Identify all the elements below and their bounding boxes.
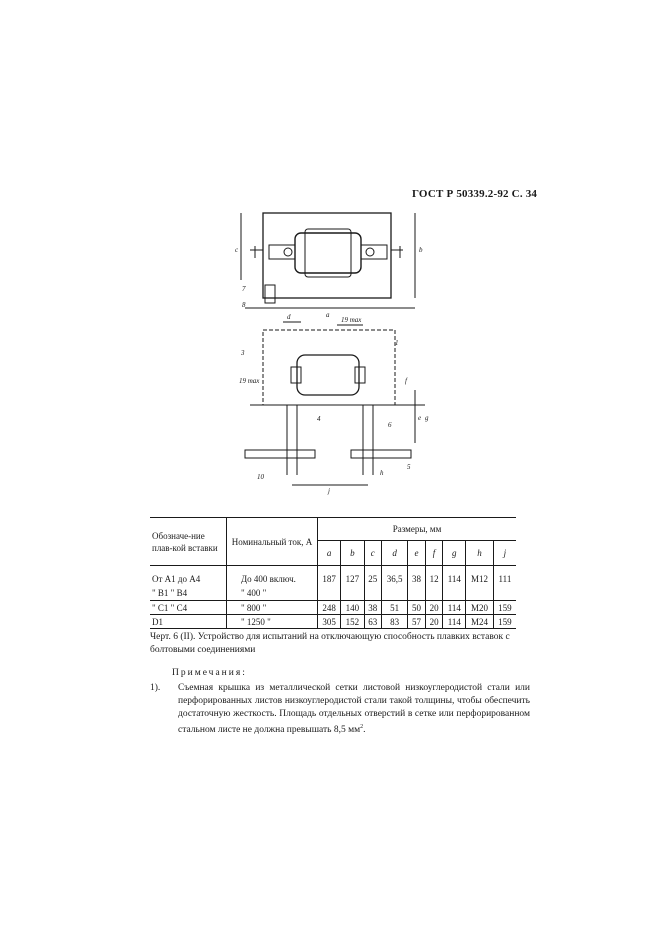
dim-label-top: 19 max (341, 316, 362, 324)
cell: M24 (466, 615, 494, 629)
figure-caption: Черт. 6 (II). Устройство для испытаний на отключающую способность плавких вставок с болтовыми соединениями (150, 632, 510, 655)
cell (318, 586, 341, 601)
cell: 57 (408, 615, 426, 629)
note-number: 1). (150, 683, 161, 693)
col2-header: Номинальный ток, А (227, 518, 318, 566)
cell: 38 (408, 566, 426, 587)
row-current: " 400 " (227, 586, 318, 601)
technical-drawing (225, 205, 440, 505)
dim-label-c: c (235, 246, 239, 254)
cell: 50 (408, 601, 426, 615)
note-item (150, 682, 530, 737)
cell: 140 (341, 601, 364, 615)
dim-label-e: e (418, 414, 422, 422)
dim-col-g: g (443, 541, 466, 566)
dim-col-h: h (466, 541, 494, 566)
row-designation: От A1 до A4 (150, 566, 227, 587)
row-current: До 400 включ. (227, 566, 318, 587)
cell: 159 (498, 616, 512, 627)
callout-8: 8 (242, 301, 246, 309)
dim-label-a: a (326, 311, 330, 319)
dim-label-h: h (380, 469, 384, 477)
dim-label-g: g (425, 414, 429, 422)
notes-section (150, 667, 530, 737)
cell: 111 (498, 574, 512, 584)
note-tail: . (363, 725, 366, 736)
cell: 159 (498, 602, 512, 613)
cell: 20 (425, 615, 443, 629)
cell: 51 (382, 601, 408, 615)
dim-col-e: e (408, 541, 426, 566)
dimensions-table (150, 517, 516, 629)
note-text (178, 682, 530, 737)
cell: 187 (318, 566, 341, 587)
dim-col-f: f (425, 541, 443, 566)
cell: 12 (425, 566, 443, 587)
cell: 25 (364, 566, 382, 587)
fuse-body-side (297, 355, 359, 395)
row-designation: " C1 " C4 (150, 601, 227, 615)
fuse-test-device-drawing (225, 205, 440, 505)
cell: 114 (443, 601, 466, 615)
cell: 20 (425, 601, 443, 615)
cell (364, 586, 382, 601)
dim-col-d: d (382, 541, 408, 566)
dim-label-side: 19 max (239, 377, 260, 385)
cell (408, 586, 426, 601)
busbar-left (245, 450, 315, 458)
note-superscript: 2 (360, 724, 364, 730)
callout-4: 4 (317, 415, 321, 423)
callout-5: 5 (407, 463, 411, 471)
callout-6: 6 (388, 421, 392, 429)
cell: 63 (364, 615, 382, 629)
dim-label-d: d (287, 313, 291, 321)
dim-col-j: j (493, 541, 516, 566)
dim-label-b: b (419, 246, 423, 254)
cell (382, 586, 408, 601)
note-text-body: Съемная крышка из металлической сетки листовой низкоуглеродистой стали или перфорированных листов низкоуглеродистой стали такой толщины, чтобы обеспечить достаточную жесткость. Площадь отдельных отверстий в сетке или перфорированном стальном листе не должна превышать 8,5 мм (178, 683, 530, 736)
cell: 36,5 (382, 566, 408, 587)
page-header: ГОСТ Р 50339.2-92 С. 34 (412, 188, 538, 200)
dim-col-c: c (364, 541, 382, 566)
callout-1: 1 (395, 339, 399, 347)
cell (443, 586, 466, 601)
row-designation: " B1 " B4 (150, 586, 227, 601)
cell (466, 586, 494, 601)
cell (341, 586, 364, 601)
notes-title: Примечания: (172, 668, 247, 678)
cell: M20 (466, 601, 494, 615)
cell: M12 (466, 566, 494, 587)
dim-col-b: b (341, 541, 364, 566)
cell: 152 (341, 615, 364, 629)
cell: 127 (341, 566, 364, 587)
callout-10: 10 (257, 473, 264, 481)
cell: 114 (443, 615, 466, 629)
callout-7: 7 (242, 285, 246, 293)
row-current: " 800 " (227, 601, 318, 615)
dim-label-j: j (328, 487, 330, 495)
col1-header: Обозначе-ние плав-кой вставки (150, 518, 227, 566)
dims-header: Размеры, мм (318, 518, 517, 541)
cell (493, 586, 516, 601)
dim-col-a: a (318, 541, 341, 566)
callout-3: 3 (241, 349, 245, 357)
cell: 83 (382, 615, 408, 629)
dim-label-f: f (405, 377, 407, 385)
row-current: " 1250 " (227, 615, 318, 629)
busbar-right (351, 450, 411, 458)
row-designation: D1 (150, 615, 227, 629)
cell: 248 (318, 601, 341, 615)
cell: 114 (443, 566, 466, 587)
cell (425, 586, 443, 601)
cell: 38 (364, 601, 382, 615)
cell: 305 (318, 615, 341, 629)
